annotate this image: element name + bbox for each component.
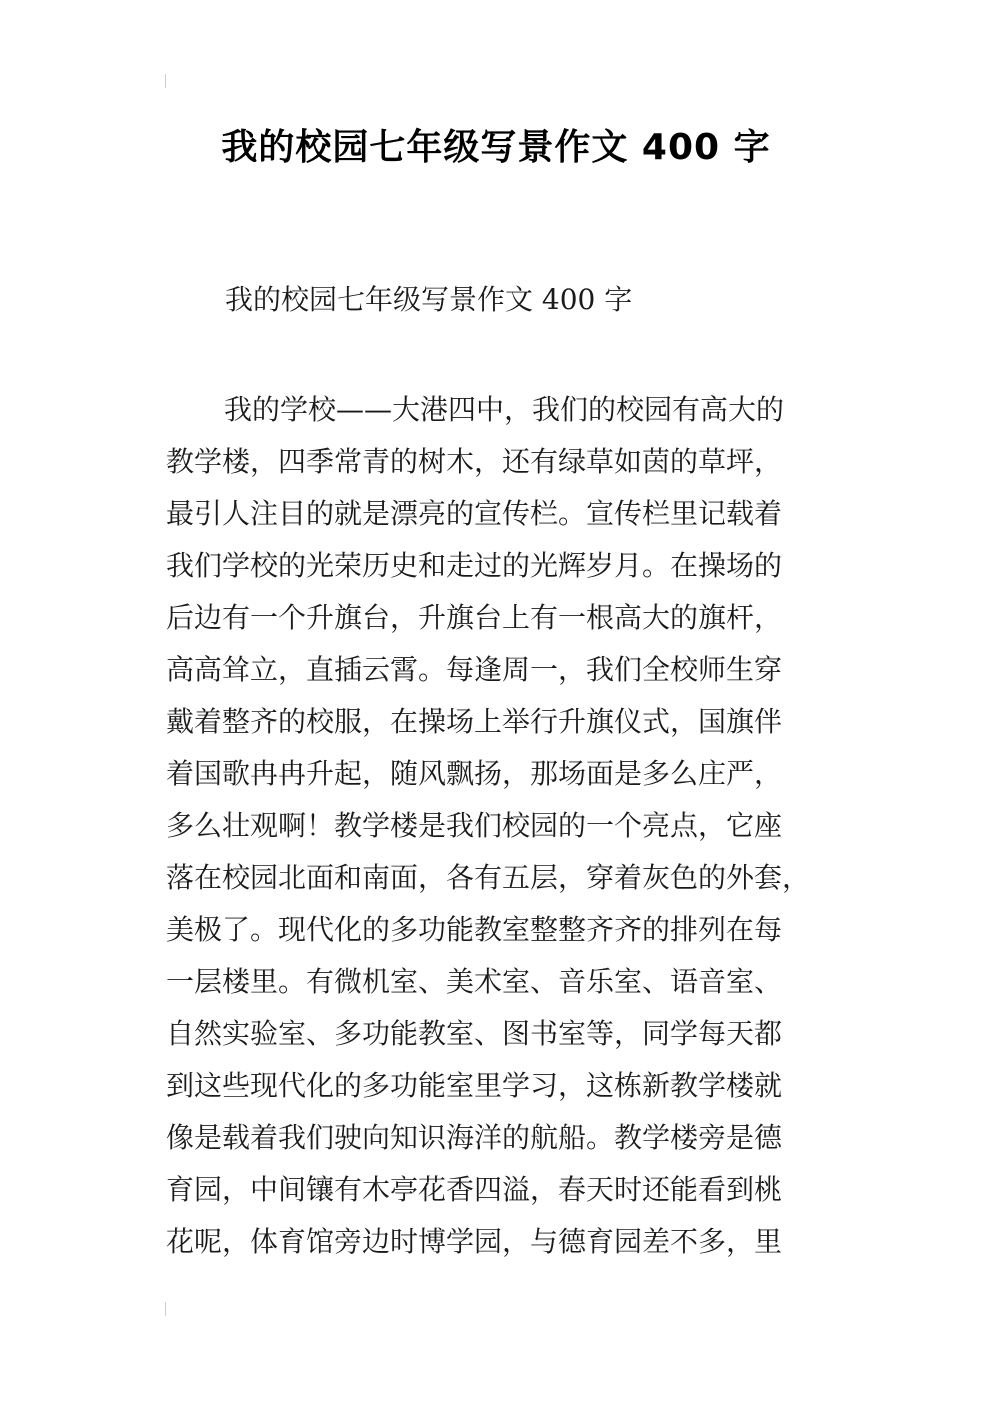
body-line: 最引人注目的就是漂亮的宣传栏。宣传栏里记载着 xyxy=(166,497,783,530)
body-line: 自然实验室、多功能教室、图书室等，同学每天都 xyxy=(166,1017,783,1050)
document-subtitle: 我的校园七年级写景作文 400 字 xyxy=(225,283,633,316)
body-paragraph xyxy=(166,384,832,1268)
body-line: 落在校园北面和南面，各有五层，穿着灰色的外套， xyxy=(166,861,811,894)
body-line: 多么壮观啊！教学楼是我们校园的一个亮点，它座 xyxy=(166,809,783,842)
body-line: 像是载着我们驶向知识海洋的航船。教学楼旁是德 xyxy=(166,1121,783,1154)
page-corner-mark-bottom xyxy=(165,1302,166,1316)
body-line: 美极了。现代化的多功能教室整整齐齐的排列在每 xyxy=(166,913,783,946)
body-line: 育园，中间镶有木亭花香四溢，春天时还能看到桃 xyxy=(166,1173,783,1206)
body-line: 戴着整齐的校服，在操场上举行升旗仪式，国旗伴 xyxy=(166,705,783,738)
body-line: 花呢，体育馆旁边时博学园，与德育园差不多，里 xyxy=(166,1225,783,1258)
body-line: 一层楼里。有微机室、美术室、音乐室、语音室、 xyxy=(166,965,783,998)
body-line: 高高耸立，直插云霄。每逢周一，我们全校师生穿 xyxy=(166,653,783,686)
body-line: 我的学校——大港四中，我们的校园有高大的 xyxy=(224,393,785,426)
body-line: 到这些现代化的多功能室里学习，这栋新教学楼就 xyxy=(166,1069,783,1102)
page-corner-mark-top xyxy=(165,74,166,88)
body-line: 后边有一个升旗台，升旗台上有一根高大的旗杆， xyxy=(166,601,783,634)
body-line: 我们学校的光荣历史和走过的光辉岁月。在操场的 xyxy=(166,549,783,582)
document-title: 我的校园七年级写景作文 400 字 xyxy=(221,127,771,168)
body-line: 教学楼，四季常青的树木，还有绿草如茵的草坪， xyxy=(166,445,783,478)
body-line: 着国歌冉冉升起，随风飘扬，那场面是多么庄严， xyxy=(166,757,783,790)
